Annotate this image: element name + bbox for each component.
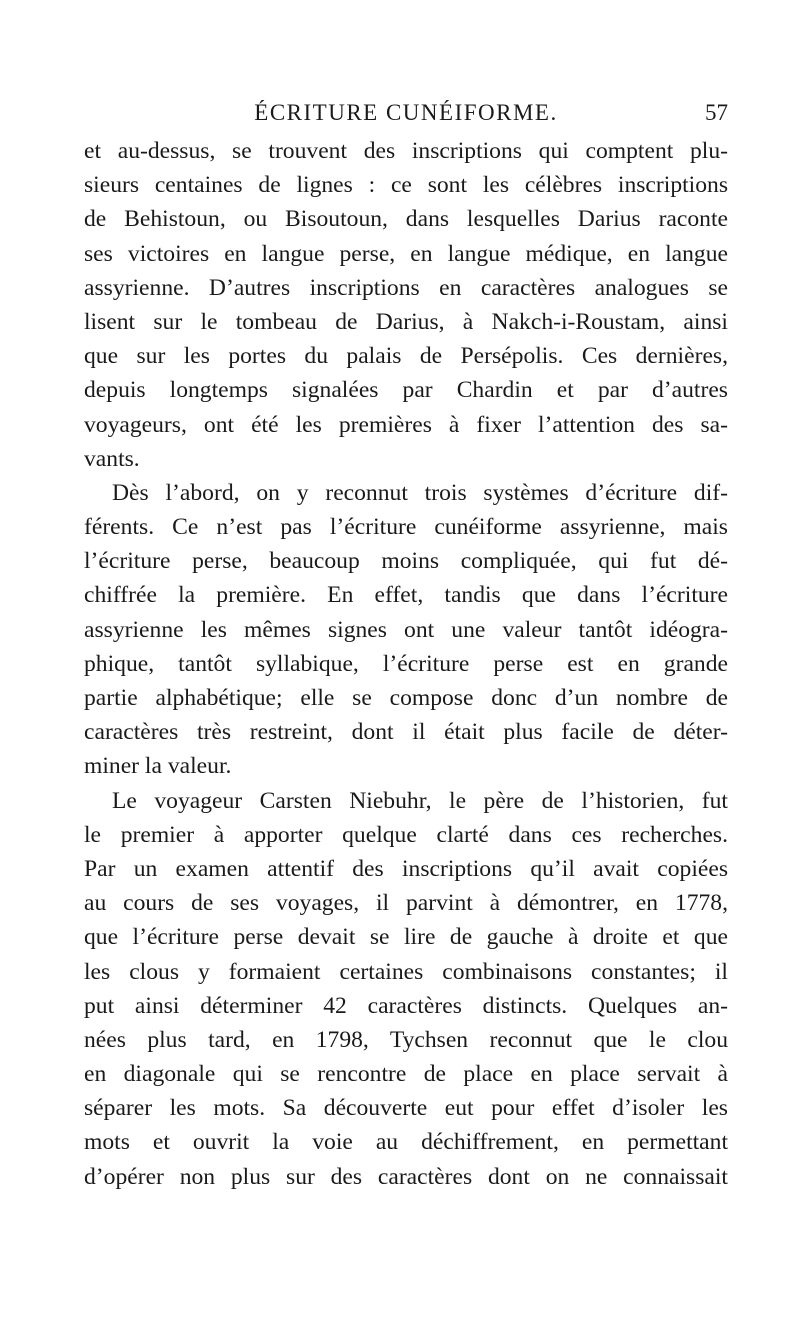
text-line: les clous y formaient certaines combinaisons constantes; il (84, 958, 728, 985)
paragraph-start-line: Dès l’abord, on y reconnut trois systèmes d’écriture dif- (112, 479, 728, 506)
body-text (84, 134, 728, 1194)
text-line: le premier à apporter quelque clarté dans ces recherches. (84, 821, 728, 848)
paragraph-start-line: Le voyageur Carsten Niebuhr, le père de l’historien, fut (112, 787, 728, 814)
text-line: sieurs centaines de lignes : ce sont les célèbres inscriptions (84, 172, 728, 199)
text-line: put ainsi déterminer 42 caractères distincts. Quelques an- (84, 992, 728, 1019)
text-line: et au-dessus, se trouvent des inscriptions qui comptent plu- (84, 138, 728, 164)
text-line: l’écriture perse, beaucoup moins compliquée, qui fut dé- (84, 548, 728, 575)
running-header (84, 100, 728, 130)
text-line: en diagonale qui se rencontre de place en place servait à (84, 1061, 728, 1088)
text-line: férents. Ce n’est pas l’écriture cunéiforme assyrienne, mais (84, 514, 728, 541)
text-line: nées plus tard, en 1798, Tychsen reconnut que le clou (84, 1026, 728, 1053)
paragraph-end-line: vants. (84, 445, 140, 472)
text-line: que l’écriture perse devait se lire de gauche à droite et que (84, 924, 728, 951)
page-number: 57 (705, 100, 728, 125)
text-line: ses victoires en langue perse, en langue médique, en langue (84, 240, 728, 267)
text-line: de Behistoun, ou Bisoutoun, dans lesquelles Darius raconte (84, 206, 728, 233)
paragraph-end-line: miner la valeur. (84, 753, 232, 780)
book-page (84, 100, 728, 1194)
text-line: voyageurs, ont été les premières à fixer l’attention des sa- (84, 411, 728, 438)
text-line: assyrienne. D’autres inscriptions en caractères analogues se (84, 274, 728, 301)
text-line: mots et ouvrit la voie au déchiffrement, en permettant (84, 1129, 728, 1156)
text-line: que sur les portes du palais de Persépolis. Ces dernières, (84, 343, 728, 370)
text-line: séparer les mots. Sa découverte eut pour effet d’isoler les (84, 1095, 728, 1122)
text-line: assyrienne les mêmes signes ont une valeur tantôt idéogra- (84, 616, 728, 643)
text-line: d’opérer non plus sur des caractères dont on ne connaissait (84, 1163, 728, 1190)
text-line: Par un examen attentif des inscriptions qu’il avait copiées (84, 855, 728, 882)
text-line: depuis longtemps signalées par Chardin et par d’autres (84, 377, 728, 404)
text-line: partie alphabétique; elle se compose donc d’un nombre de (84, 685, 728, 711)
text-line: chiffrée la première. En effet, tandis que dans l’écriture (84, 582, 728, 609)
text-line: lisent sur le tombeau de Darius, à Nakch-i-Roustam, ainsi (84, 308, 728, 335)
running-title: ÉCRITURE CUNÉIFORME. (254, 100, 558, 125)
text-line: caractères très restreint, dont il était plus facile de déter- (84, 719, 728, 746)
text-line: phique, tantôt syllabique, l’écriture perse est en grande (84, 650, 728, 677)
text-line: au cours de ses voyages, il parvint à démontrer, en 1778, (84, 890, 728, 917)
